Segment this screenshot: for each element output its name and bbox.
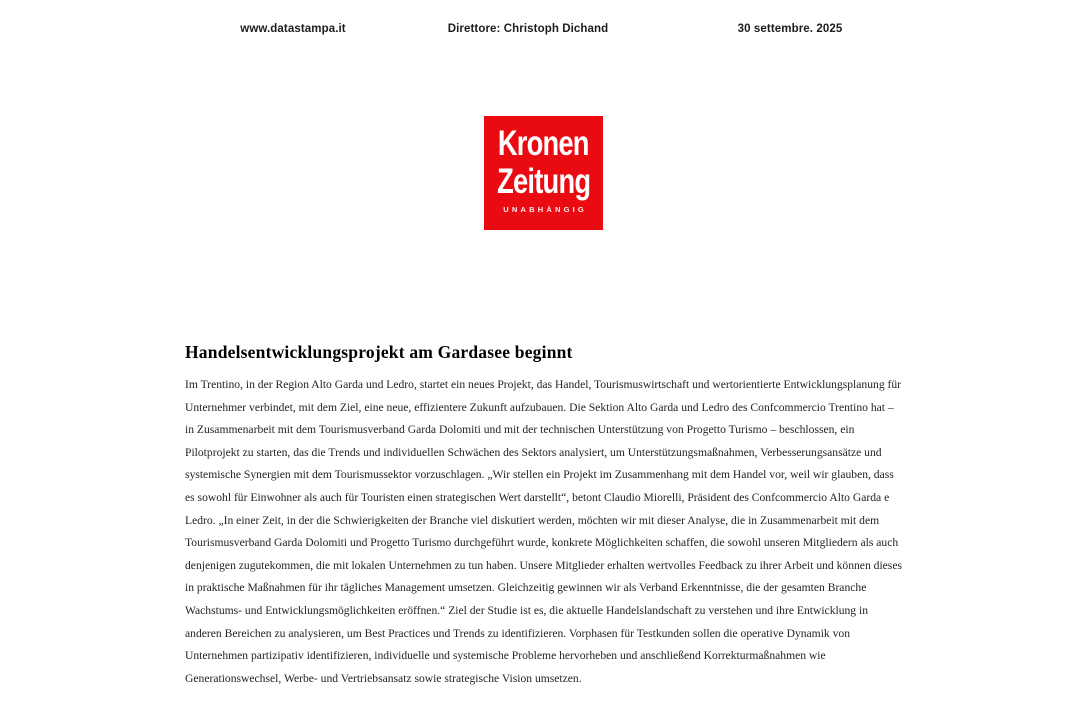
publication-date: 30 settembre. 2025: [737, 23, 843, 35]
article-headline: Handelsentwicklungsprojekt am Gardasee beginnt: [185, 342, 573, 362]
logo-word-zeitung: Zeitung: [496, 162, 591, 201]
logo-word-kronen: Kronen: [498, 124, 589, 163]
source-website: www.datastampa.it: [240, 23, 346, 35]
article-body: Im Trentino, in der Region Alto Garda und Ledro, startet ein neues Projekt, das Handel, Tourismuswirtschaft und wertorientierte Entwicklungsplanung für Unternehmer verbindet, mit dem Ziel, eine neue, effizientere Zukunft aufzubauen. Die Sektion Alto Garda und Ledro des Confcommercio Trentino hat – in Zusammenarbeit mit dem Tourismusverband Garda Dolomiti und mit der technischen Unterstützung von Progetto Turismo – beschlossen, ein Pilotprojekt zu starten, das die Trends und individuellen Schwächen des Sektors analysiert, um Unterstützungsmaßnahmen, Verbesserungsansätze und systemische Synergien mit dem Tourismussektor vorzuschlagen. „Wir stellen ein Projekt im Zusammenhang mit dem Handel vor, weil wir glauben, dass es sowohl für Einwohner als auch für Touristen einen strategischen Wert darstellt“, betont Claudio Miorelli, Präsident des Confcommercio Alto Garda e Ledro. „In einer Zeit, in der die Schwierigkeiten der Branche viel diskutiert werden, möchten wir mit dieser Analyse, die in Zusammenarbeit mit dem Tourismusverband Garda Dolomiti und Progetto Turismo durchgeführt wurde, konkrete Möglichkeiten schaffen, die sowohl unseren Mitgliedern als auch denjenigen zugutekommen, die mit lokalen Unternehmen zu tun haben. Unsere Mitglieder erhalten wertvolles Feedback zu ihrer Arbeit und können dieses in praktische Maßnahmen für ihr tägliches Management umsetzen. Gleichzeitig gewinnen wir als Verband Erkenntnisse, die der gesamten Branche Wachstums- und Entwicklungsmöglichkeiten eröffnen.“ Ziel der Studie ist es, die aktuelle Handelslandschaft zu verstehen und ihre Entwicklung in anderen Bereichen zu analysieren, um Best Practices und Trends zu identifizieren. Vorphasen für Testkunden sollen die operative Dynamik von Unternehmen partizipativ identifizieren, individuelle und systemische Probleme hervorheben und anschließend Korrekturmaßnahmen wie Generationswechsel, Werbe- und Vertriebsansatz sowie strategische Vision umsetzen.: [185, 378, 902, 685]
logo-tagline: UNABHÄNGIG: [503, 205, 587, 214]
director-label: Direttore: Christoph Dichand: [447, 23, 609, 35]
kronen-zeitung-logo: [484, 116, 603, 230]
